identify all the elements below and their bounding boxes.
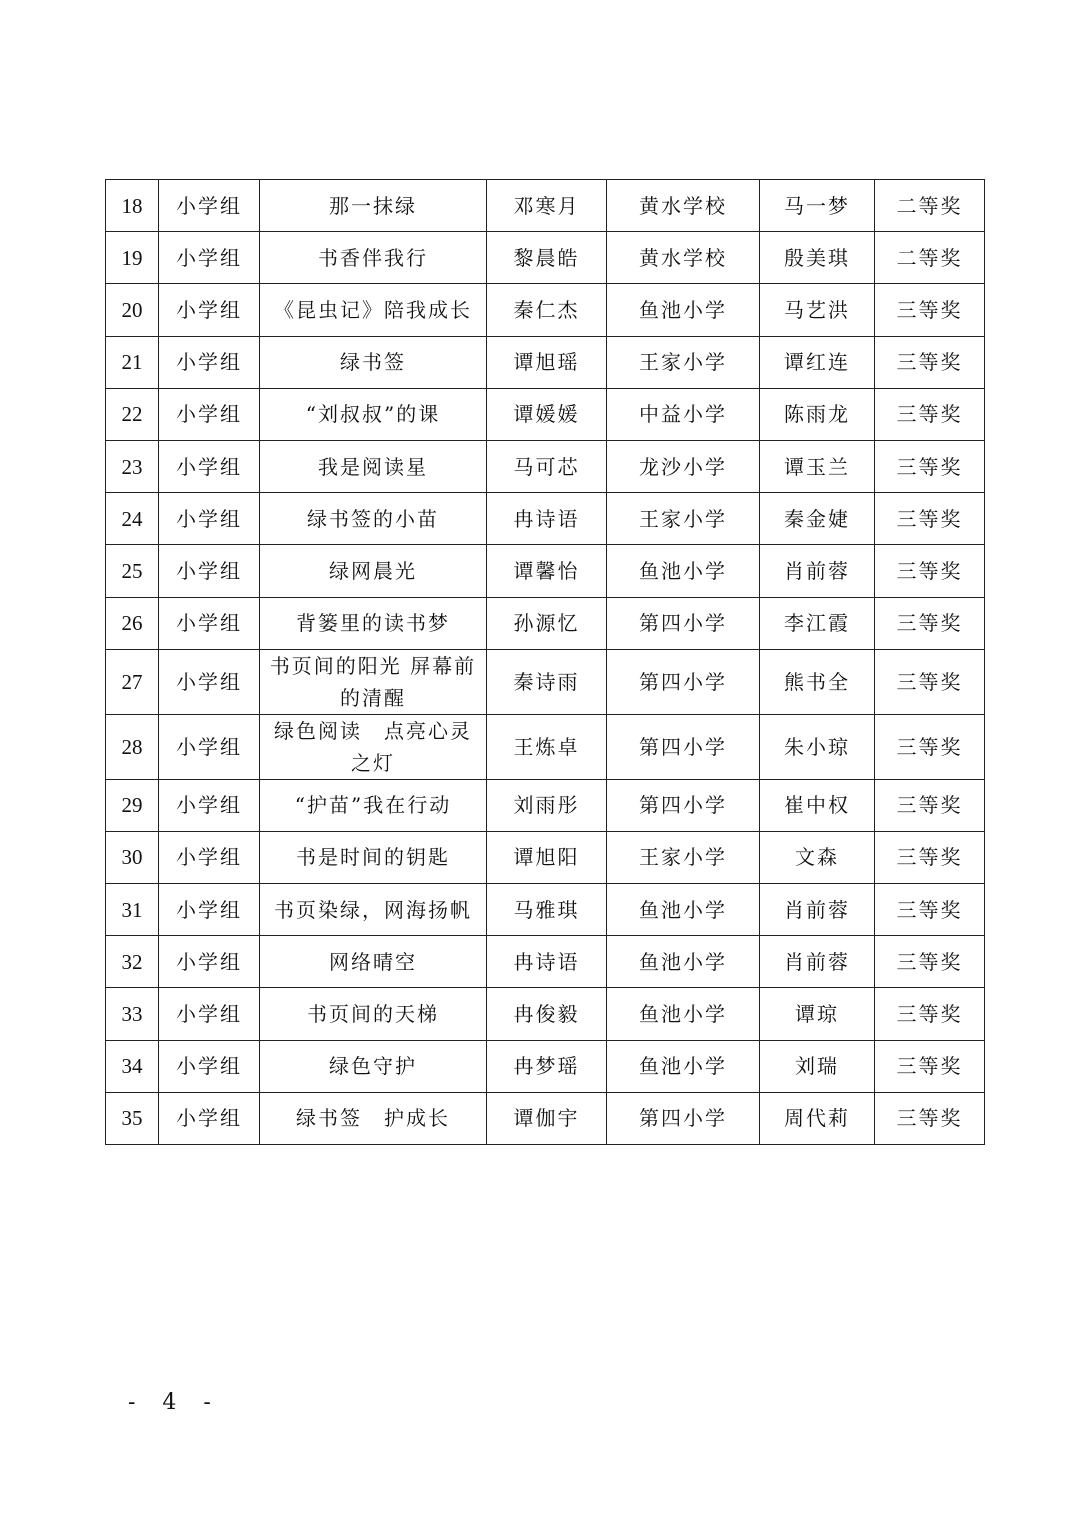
- cell-group: 小学组: [159, 493, 260, 545]
- cell-number: 34: [106, 1040, 159, 1092]
- award-table: [105, 179, 985, 1145]
- cell-student: 秦仁杰: [487, 284, 607, 336]
- cell-title: 我是阅读星: [260, 440, 487, 492]
- cell-award: 三等奖: [875, 388, 985, 440]
- cell-title: 书页间的天梯: [260, 988, 487, 1040]
- cell-teacher: 谭琼: [760, 988, 875, 1040]
- cell-student: 谭旭瑶: [487, 336, 607, 388]
- cell-school: 王家小学: [607, 493, 760, 545]
- cell-title: 书页染绿，网海扬帆: [260, 884, 487, 936]
- cell-award: 三等奖: [875, 597, 985, 649]
- table-row: [106, 180, 985, 232]
- cell-award: 三等奖: [875, 988, 985, 1040]
- cell-teacher: 刘瑞: [760, 1040, 875, 1092]
- table-row: [106, 884, 985, 936]
- cell-student: 马雅琪: [487, 884, 607, 936]
- cell-group: 小学组: [159, 714, 260, 779]
- cell-number: 25: [106, 545, 159, 597]
- cell-title: 书是时间的钥匙: [260, 831, 487, 883]
- cell-award: 二等奖: [875, 180, 985, 232]
- cell-student: 马可芯: [487, 440, 607, 492]
- cell-school: 鱼池小学: [607, 545, 760, 597]
- table-row: [106, 1092, 985, 1144]
- cell-group: 小学组: [159, 1040, 260, 1092]
- cell-group: 小学组: [159, 779, 260, 831]
- cell-school: 第四小学: [607, 597, 760, 649]
- cell-group: 小学组: [159, 649, 260, 714]
- cell-group: 小学组: [159, 232, 260, 284]
- cell-teacher: 谭红连: [760, 336, 875, 388]
- cell-school: 龙沙小学: [607, 440, 760, 492]
- cell-teacher: 谭玉兰: [760, 440, 875, 492]
- cell-number: 35: [106, 1092, 159, 1144]
- cell-award: 三等奖: [875, 284, 985, 336]
- cell-group: 小学组: [159, 284, 260, 336]
- cell-student: 谭媛媛: [487, 388, 607, 440]
- cell-school: 第四小学: [607, 649, 760, 714]
- cell-school: 中益小学: [607, 388, 760, 440]
- cell-number: 32: [106, 936, 159, 988]
- cell-school: 王家小学: [607, 336, 760, 388]
- table-row: [106, 388, 985, 440]
- cell-award: 三等奖: [875, 1092, 985, 1144]
- cell-teacher: 肖前蓉: [760, 884, 875, 936]
- cell-number: 19: [106, 232, 159, 284]
- cell-group: 小学组: [159, 1092, 260, 1144]
- cell-title: 书香伴我行: [260, 232, 487, 284]
- cell-number: 22: [106, 388, 159, 440]
- table-row: [106, 597, 985, 649]
- cell-group: 小学组: [159, 884, 260, 936]
- table-row: [106, 545, 985, 597]
- cell-title: 绿书签 护成长: [260, 1092, 487, 1144]
- cell-title: “护苗”我在行动: [260, 779, 487, 831]
- cell-group: 小学组: [159, 988, 260, 1040]
- cell-school: 鱼池小学: [607, 284, 760, 336]
- table-row: [106, 936, 985, 988]
- award-table-body: [106, 180, 985, 1145]
- table-row: [106, 440, 985, 492]
- cell-group: 小学组: [159, 180, 260, 232]
- cell-number: 28: [106, 714, 159, 779]
- cell-school: 王家小学: [607, 831, 760, 883]
- cell-teacher: 马艺洪: [760, 284, 875, 336]
- cell-title: 绿色守护: [260, 1040, 487, 1092]
- cell-student: 孙源忆: [487, 597, 607, 649]
- cell-number: 18: [106, 180, 159, 232]
- cell-student: 谭伽宇: [487, 1092, 607, 1144]
- page-number: - 4 -: [128, 1390, 221, 1415]
- cell-school: 第四小学: [607, 779, 760, 831]
- cell-number: 20: [106, 284, 159, 336]
- table-row: [106, 831, 985, 883]
- cell-number: 31: [106, 884, 159, 936]
- table-row: [106, 1040, 985, 1092]
- cell-student: 冉诗语: [487, 936, 607, 988]
- cell-title: 绿网晨光: [260, 545, 487, 597]
- cell-student: 冉梦瑶: [487, 1040, 607, 1092]
- cell-school: 鱼池小学: [607, 936, 760, 988]
- cell-group: 小学组: [159, 936, 260, 988]
- cell-teacher: 熊书全: [760, 649, 875, 714]
- cell-award: 三等奖: [875, 884, 985, 936]
- cell-award: 二等奖: [875, 232, 985, 284]
- cell-group: 小学组: [159, 831, 260, 883]
- cell-student: 冉诗语: [487, 493, 607, 545]
- cell-teacher: 陈雨龙: [760, 388, 875, 440]
- cell-award: 三等奖: [875, 714, 985, 779]
- table-row: [106, 493, 985, 545]
- cell-student: 黎晨皓: [487, 232, 607, 284]
- cell-title: 网络晴空: [260, 936, 487, 988]
- table-row: [106, 284, 985, 336]
- table-row: [106, 779, 985, 831]
- cell-number: 30: [106, 831, 159, 883]
- cell-school: 第四小学: [607, 1092, 760, 1144]
- cell-student: 刘雨彤: [487, 779, 607, 831]
- cell-school: 第四小学: [607, 714, 760, 779]
- cell-school: 黄水学校: [607, 180, 760, 232]
- cell-number: 21: [106, 336, 159, 388]
- cell-award: 三等奖: [875, 1040, 985, 1092]
- cell-teacher: 秦金婕: [760, 493, 875, 545]
- cell-group: 小学组: [159, 597, 260, 649]
- cell-school: 鱼池小学: [607, 988, 760, 1040]
- cell-group: 小学组: [159, 388, 260, 440]
- cell-student: 秦诗雨: [487, 649, 607, 714]
- cell-title: 绿色阅读 点亮心灵之灯: [260, 714, 487, 779]
- cell-group: 小学组: [159, 336, 260, 388]
- cell-award: 三等奖: [875, 936, 985, 988]
- cell-title: 《昆虫记》陪我成长: [260, 284, 487, 336]
- cell-student: 谭馨怡: [487, 545, 607, 597]
- cell-award: 三等奖: [875, 649, 985, 714]
- cell-title: 绿书签的小苗: [260, 493, 487, 545]
- cell-teacher: 崔中权: [760, 779, 875, 831]
- cell-award: 三等奖: [875, 440, 985, 492]
- table-row: [106, 988, 985, 1040]
- cell-award: 三等奖: [875, 779, 985, 831]
- cell-group: 小学组: [159, 545, 260, 597]
- cell-award: 三等奖: [875, 493, 985, 545]
- cell-title: 背篓里的读书梦: [260, 597, 487, 649]
- cell-student: 王炼卓: [487, 714, 607, 779]
- cell-teacher: 肖前蓉: [760, 936, 875, 988]
- cell-award: 三等奖: [875, 336, 985, 388]
- cell-number: 23: [106, 440, 159, 492]
- cell-school: 黄水学校: [607, 232, 760, 284]
- cell-student: 冉俊毅: [487, 988, 607, 1040]
- cell-student: 谭旭阳: [487, 831, 607, 883]
- cell-number: 26: [106, 597, 159, 649]
- cell-number: 29: [106, 779, 159, 831]
- cell-number: 24: [106, 493, 159, 545]
- table-row: [106, 232, 985, 284]
- cell-teacher: 文森: [760, 831, 875, 883]
- cell-teacher: 周代莉: [760, 1092, 875, 1144]
- cell-teacher: 朱小琼: [760, 714, 875, 779]
- cell-teacher: 马一梦: [760, 180, 875, 232]
- cell-award: 三等奖: [875, 831, 985, 883]
- cell-title: 绿书签: [260, 336, 487, 388]
- cell-school: 鱼池小学: [607, 884, 760, 936]
- cell-student: 邓寒月: [487, 180, 607, 232]
- cell-number: 27: [106, 649, 159, 714]
- cell-teacher: 殷美琪: [760, 232, 875, 284]
- cell-teacher: 肖前蓉: [760, 545, 875, 597]
- table-row: [106, 649, 985, 714]
- cell-award: 三等奖: [875, 545, 985, 597]
- cell-number: 33: [106, 988, 159, 1040]
- table-row: [106, 714, 985, 779]
- cell-title: 书页间的阳光 屏幕前的清醒: [260, 649, 487, 714]
- cell-title: “刘叔叔”的课: [260, 388, 487, 440]
- cell-teacher: 李江霞: [760, 597, 875, 649]
- cell-school: 鱼池小学: [607, 1040, 760, 1092]
- table-row: [106, 336, 985, 388]
- cell-title: 那一抹绿: [260, 180, 487, 232]
- cell-group: 小学组: [159, 440, 260, 492]
